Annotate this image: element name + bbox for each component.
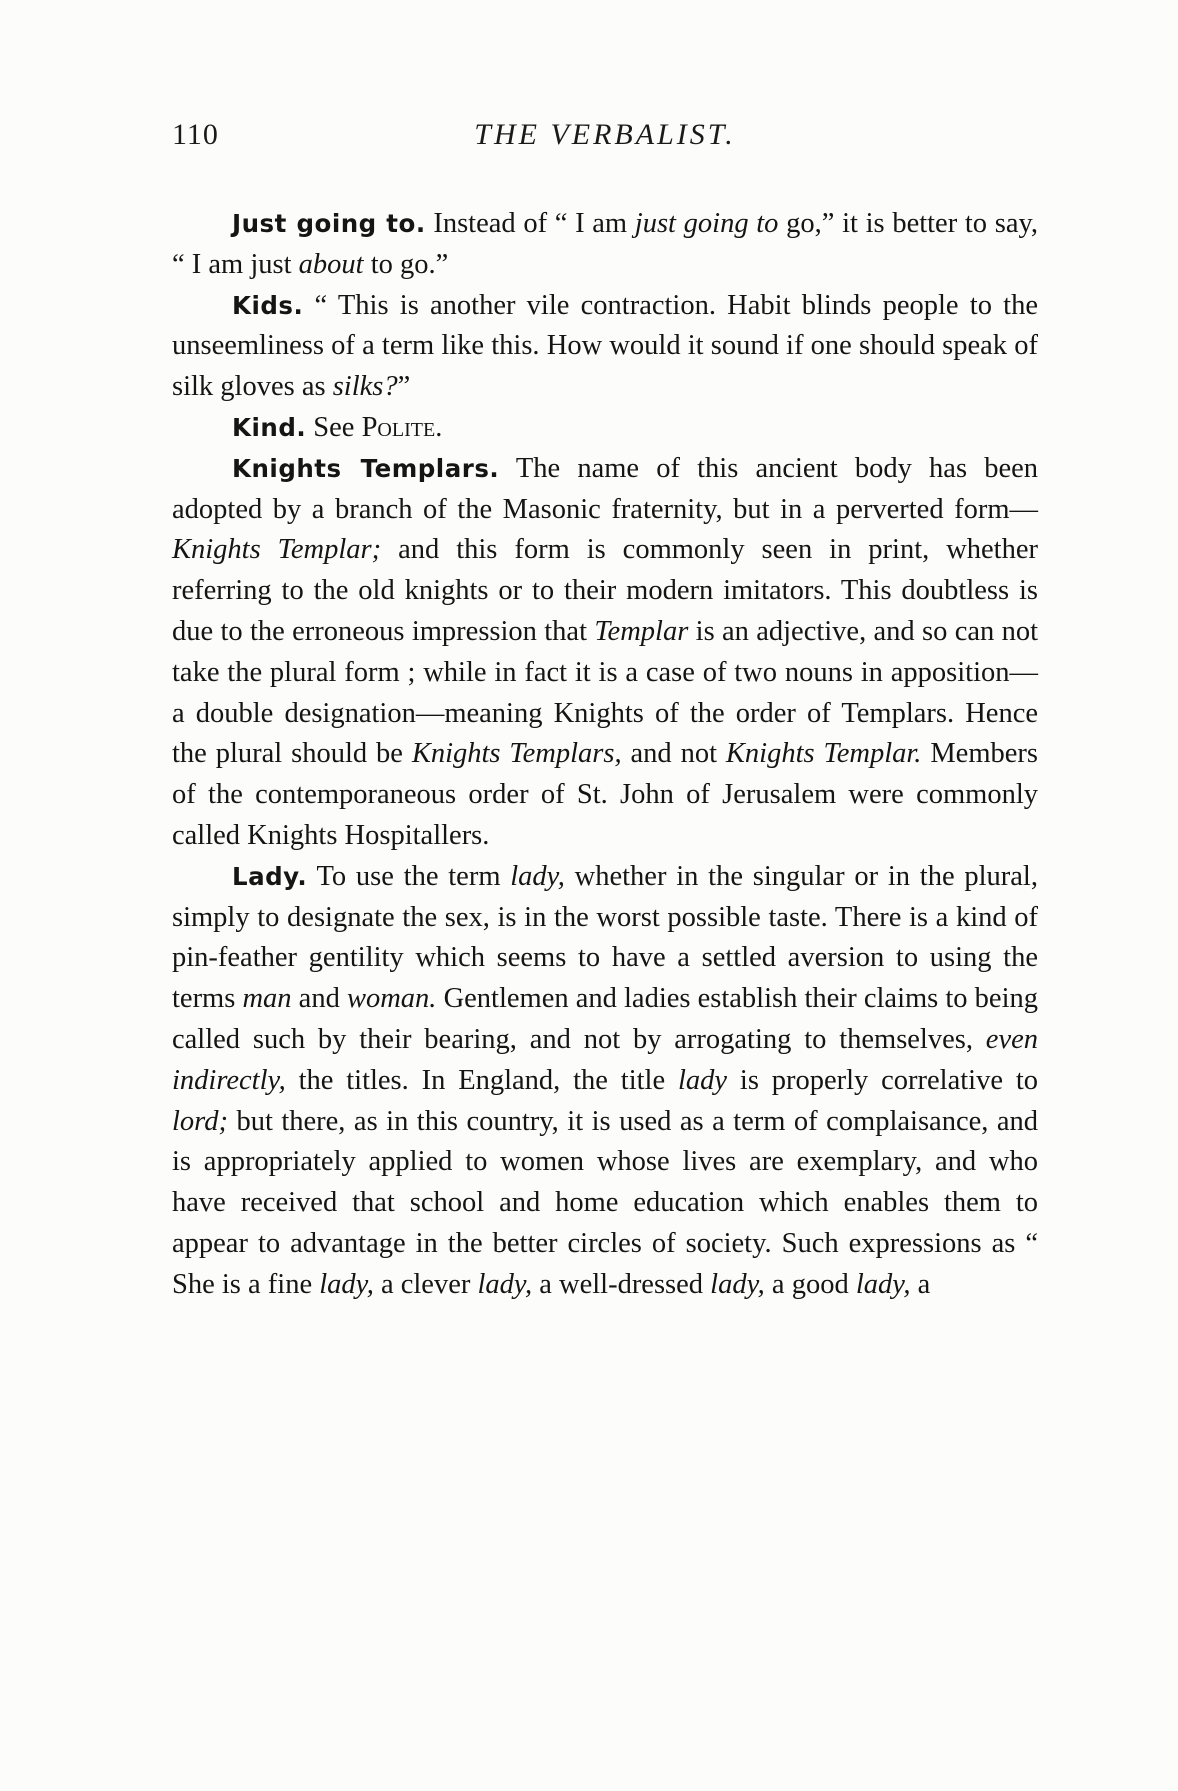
entry-text: whether in the singular or in the plural, simply to designate the sex, is in the worst possible taste. There is a kind of pin-feather gentility which seems to have a settled aversion to using the terms <box>172 860 1038 1015</box>
page-body <box>172 204 1038 1306</box>
entry-text: go,” it is better to say, “ I am just <box>172 208 1039 280</box>
page-number: 110 <box>172 118 219 151</box>
entry-text: Gentlemen and ladies establish their claims to being called such by their bearing, and not by arrogating to themselves, <box>172 983 1038 1055</box>
italic-term: Templar <box>594 615 689 647</box>
entry-text: and not <box>621 738 726 770</box>
headword: Knights Templars. <box>232 453 500 483</box>
entry-text: the titles. In England, the title <box>285 1064 678 1096</box>
italic-term: lady, <box>319 1268 374 1300</box>
entry-text: ” <box>397 371 411 403</box>
page-header <box>172 118 1038 164</box>
italic-term: lady, <box>855 1268 911 1300</box>
headword: Kids. <box>232 290 304 320</box>
entry-text: a good <box>764 1268 856 1300</box>
entry-text: a clever <box>373 1268 478 1300</box>
entry-text: is properly correlative to <box>727 1064 1039 1096</box>
entry-text: but there, as in this country, it is used as a term of complaisance, and is appropriately applied to women whose lives are exemplary, and who have received that school and home education which enables them to appear to advantage in the better circles of society. Such expressions as “ She is a fine <box>172 1105 1038 1300</box>
italic-term: just going to <box>634 208 779 239</box>
italic-term: about <box>298 248 364 280</box>
running-title: THE VERBALIST. <box>474 118 736 151</box>
italic-term: Knights Templar; <box>172 534 382 566</box>
entry-text: and this form is commonly seen in print, whether referring to the old knights or to their modern imitators. This doubtless is due to the erroneous impression that <box>172 534 1038 647</box>
entry-kids <box>172 286 1038 408</box>
italic-term: lady, <box>710 1268 765 1300</box>
italic-term: lord; <box>172 1105 228 1137</box>
cross-reference: Polite <box>361 411 436 443</box>
italic-term: lady <box>677 1064 728 1096</box>
entry-text: The name of this ancient body has been adopted by a branch of the Masonic fraternity, but in a perverted form— <box>172 452 1038 525</box>
italic-term: lady, <box>510 860 565 892</box>
entry-text: Instead of “ I am <box>425 208 635 239</box>
italic-term: Knights Templars, <box>411 738 622 770</box>
italic-term: lady, <box>477 1268 533 1300</box>
italic-term: silks? <box>332 371 398 403</box>
italic-term: woman. <box>346 983 437 1015</box>
entry-text: See <box>306 411 362 443</box>
entry-just-going-to <box>172 204 1038 286</box>
headword: Kind. <box>232 412 307 442</box>
entry-text: a well-dressed <box>532 1268 711 1300</box>
entry-lady <box>172 857 1038 1306</box>
entry-text: To use the term <box>307 860 511 892</box>
entry-text: “ This is another vile contraction. Habit blinds people to the unseemliness of a term like this. How would it sound if one should speak of silk gloves as <box>172 289 1038 403</box>
headword: Just going to. <box>232 209 426 238</box>
entry-text: a <box>910 1268 931 1300</box>
italic-term: man <box>242 983 292 1015</box>
entry-text: is an adjective, and so can not take the plural form ; while in fact it is a case of two nouns in apposition—a double designation—meaning Knights of the order of Templars. Hence the plural should be <box>172 615 1038 770</box>
entry-text: Members of the contemporaneous order of St. John of Jerusalem were commonly called Knights Hospitallers. <box>172 738 1038 851</box>
headword: Lady. <box>232 861 308 891</box>
italic-term: even indirectly, <box>172 1023 1038 1096</box>
entry-kind <box>172 408 1038 449</box>
entry-text: to go.” <box>363 248 449 280</box>
entry-text: and <box>291 983 347 1015</box>
entry-knights-templars <box>172 449 1038 857</box>
entry-text: . <box>435 411 443 443</box>
italic-term: Knights Templar. <box>725 738 922 770</box>
